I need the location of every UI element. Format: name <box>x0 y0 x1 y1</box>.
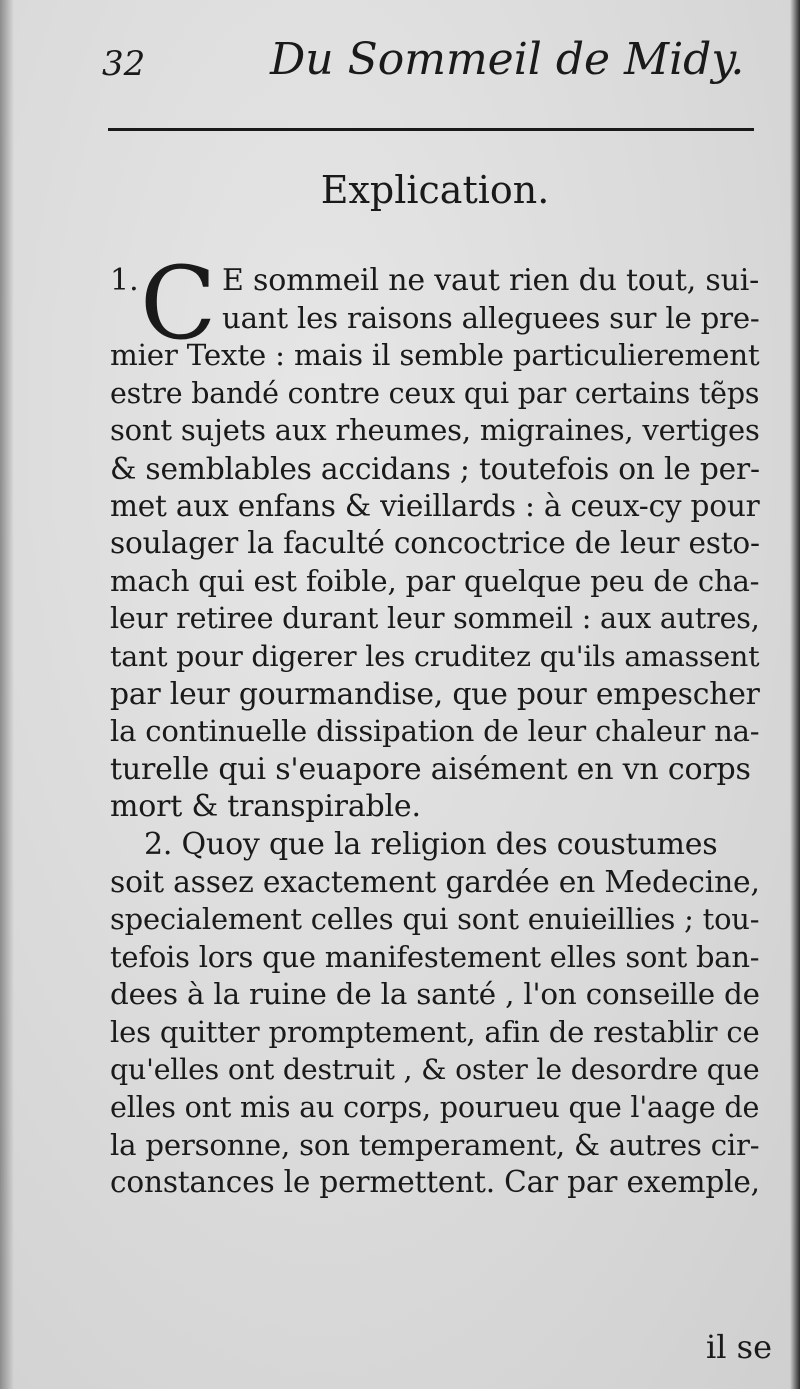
text-line: les quitter promptement, afin de restablir ce <box>110 1014 760 1049</box>
paragraph-number: 1. <box>110 263 139 298</box>
text-line: specialement celles qui sont enuieillies ; tou- <box>110 902 760 937</box>
text-line: tefois lors que manifestement elles sont ban- <box>110 939 760 974</box>
text-line: mort & transpirable. <box>110 789 421 825</box>
text-line: met aux enfans & vieillards : à ceux-cy pour <box>110 488 760 523</box>
text-line: & semblables accidans ; toutefois on le per- <box>110 450 760 486</box>
text-line: mach qui est foible, par quelque peu de cha- <box>110 563 760 598</box>
text-line: 2. Quoy que la religion des coustumes <box>144 826 718 862</box>
text-line: sont sujets aux rheumes, migraines, vertiges <box>110 413 760 448</box>
text-line: la continuelle dissipation de leur chaleur na- <box>110 714 760 749</box>
text-line: soit assez exactement gardée en Medecine, <box>110 864 760 900</box>
text-line: soulager la faculté concoctrice de leur esto- <box>110 526 760 561</box>
text-line: dees à la ruine de la santé , l'on conseille de <box>110 977 760 1012</box>
catchword: il se <box>706 1328 772 1366</box>
body-text <box>110 245 766 1202</box>
running-title: Du Sommeil de Midy. <box>270 34 745 85</box>
header-rule <box>108 128 754 131</box>
text-line: estre bandé contre ceux qui par certains tẽps <box>110 376 760 410</box>
text-line: uant les raisons alleguees sur le pre- <box>222 300 760 335</box>
text-line: qu'elles ont destruit , & oster le desordre que <box>110 1053 760 1087</box>
text-line: mier Texte : mais il semble particulierement <box>110 338 760 373</box>
text-line: leur retiree durant leur sommeil : aux autres, <box>110 601 760 636</box>
text-line: turelle qui s'euapore aisément en vn corps <box>110 751 751 787</box>
section-title: Explication. <box>320 168 550 212</box>
text-line: E sommeil ne vaut rien du tout, sui- <box>222 263 760 298</box>
page-number: 32 <box>102 44 146 84</box>
text-line: constances le permettent. Car par exemple, <box>110 1165 760 1200</box>
text-line: elles ont mis au corps, pourueu que l'aage de <box>110 1090 760 1125</box>
drop-cap-letter: C <box>140 245 217 362</box>
text-line: la personne, son temperament, & autres cir- <box>110 1127 760 1162</box>
text-line: par leur gourmandise, que pour empescher <box>110 676 760 712</box>
text-line: tant pour digerer les cruditez qu'ils amassent <box>110 639 760 673</box>
